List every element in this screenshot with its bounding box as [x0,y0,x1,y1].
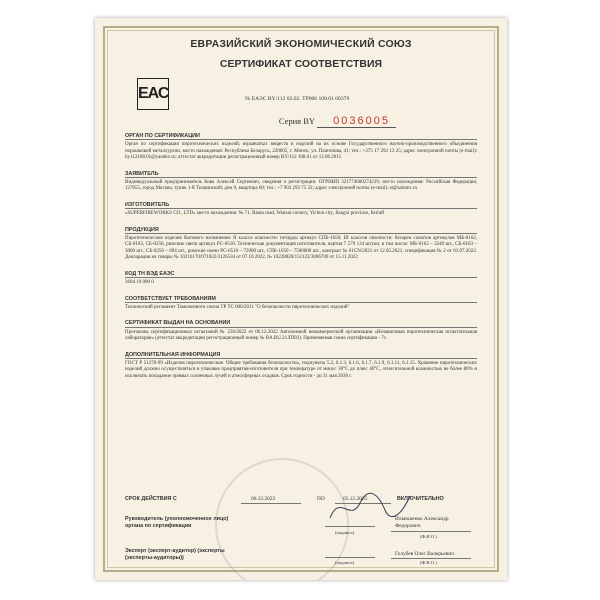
section-title: ПРОДУКЦИЯ [125,227,477,234]
section-text: «SUPERFIREWORKS CO., LTD» место нахождения: № 71, Baota road, Wanzai country, Yichun city, Jiangxi province, Китай [125,211,384,217]
validity-from-line [241,503,301,504]
certificate-sheet [95,18,507,580]
certificate-title: СЕРТИФИКАТ СООТВЕТСТВИЯ [219,58,383,70]
validity-row [125,496,477,506]
head-name: Ильюшенко Александр Федорович [395,516,449,529]
series-row [245,115,396,128]
head-label: Руководитель (уполномоченное лицо) органа по сертификации [125,516,229,529]
expert-sign-line [325,557,375,558]
section-text: ГОСТ Р 51270-99 «Изделия пиротехнические. Общие требования безопасности», подпункты 5.2, 6.1.3, 6.1.6, 6.1.7, 6.1.9, 6.1.11, 6.1.15. Хранение пиротехнических изделий должно осуществляться в упаковке предприятия-изготовителя при температуре от минус 30°С до плюс 40°С, относительной влажностью не более 80% и исключать попадание прямых солнечных лучей и атмосферных осадков. Срок годности - до 31 мая 2030 г. [125,360,477,379]
series-underline [317,115,396,128]
head-sign-caption: (подпись) [335,530,355,535]
section-title: ДОПОЛНИТЕЛЬНАЯ ИНФОРМАЦИЯ [125,352,477,359]
section-title: КОД ТН ВЭД ЕАЭС [125,271,477,278]
registration-number: № ЕАЭС BY/112 02.02. ТР006 108.01 00379 [245,96,350,102]
section-title: ЗАЯВИТЕЛЬ [125,171,477,178]
section-text: Индивидуальный предприниматель Кова Алексей Сергеевич, сведения о регистрации: ОГРНИП 321774600274239; место нахождения: Российская Федерация, 127055, город Москва, тупик 1-й Тихвинский, дом 9, квартира 60; тел.: +7 903 293 75 32; адрес электронной почты (e-mail): st@salutex.ru [125,180,477,192]
expert-name-caption: (Ф.И.О.) [420,560,437,565]
section-text: 3604 10 000 0 [125,280,154,286]
section-hs-code [125,271,477,287]
section-applicant [125,171,477,193]
head-name-caption: (Ф.И.О.) [420,534,437,539]
series-number: 0036005 [333,115,390,127]
section-requirements [125,296,477,312]
section-text: Орган по сертификации пиротехнических изделий, взрывчатых веществ и изделий на их основе Государственного научно-производственного объединения порошковой металлургии, место нахождения: Республика Беларусь, 220005, г. Минск, ул. Платонова, 41; тел.: +375 17 292 13 25; адрес электронной почты (e-mail): by112108.01@yandex.ru; аттестат аккредитации регистрационный номер BY/112 108.01 от 12.06.2015 [125,142,477,161]
section-title: ОРГАН ПО СЕРТИФИКАЦИИ [125,133,477,140]
section-text: Протоколы сертификационных испытаний № 236/2022 от 06.12.2022 Автономной некоммерческой организации «Независимая пиротехническая испытательная лаборатория» (аттестат аккредитации регистрационный номер № RA.RU.21ЛП03). Применяемая схема сертификации - 7с. [125,329,477,342]
expert-name-line [391,558,471,559]
certificate-body [125,133,477,389]
section-text: Технический регламент Таможенного союза ТР ТС 006/2011 "О безопасности пиротехнических изделий" [125,304,350,310]
head-name-line [391,531,471,532]
section-manufacturer [125,202,477,218]
handwritten-signature [325,488,415,528]
head-signature-row [125,516,477,542]
section-additional-info [125,352,477,381]
expert-sign-caption: (подпись) [335,560,355,565]
section-basis [125,320,477,342]
section-title: СЕРТИФИКАТ ВЫДАН НА ОСНОВАНИИ [125,320,477,327]
validity-to-label: ПО [317,496,325,502]
section-title: ИЗГОТОВИТЕЛЬ [125,202,477,209]
union-title: ЕВРАЗИЙСКИЙ ЭКОНОМИЧЕСКИЙ СОЮЗ [190,38,412,50]
series-label: Серия BY [278,116,315,126]
section-title: СООТВЕТСТВУЕТ ТРЕБОВАНИЯМ [125,296,477,303]
validity-label: СРОК ДЕЙСТВИЯ С [125,496,177,502]
expert-label: Эксперт (эксперт-аудитор) (эксперты (эксперты-аудиторы)) [125,548,225,561]
validity-to: 05.12.2025 [343,496,368,502]
section-product [125,227,477,262]
section-certification-body [125,133,477,162]
expert-signature-row [125,548,477,572]
validity-from: 06.12.2022 [251,496,276,502]
expert-name: Голубев Олег Валерьевич [395,551,454,557]
eac-logo: ЕАС [137,78,169,110]
validity-inclusive: ВКЛЮЧИТЕЛЬНО [397,496,444,502]
section-text: Пиротехнические изделия бытового назначения: II класса опасности: петарды артикул СПБ-1650; III классов опасности: батареи салютов артикулов МБ-0162, СБ-0163, СБ-0256, римские свечи артикул РС-0510. Техническая документация изготовителя, партия 7 579 134 штуки, в том числе: МБ-0162 – 3240 шт., СБ-0163 – 3000 шт., СБ-0256 – 894 шт., римские свечи РС-0510 – 72000 шт., СПБ-1650 – 7500000 шт., контракт № 01CN/2021 от 12.05.2021, спецификация № 2 от 01.07.2022. Декларация на товары № 10216170/071022/3126534 от 07.10.2022, № 10228020/151122/3006700 от 15.11.2022 [125,236,477,261]
